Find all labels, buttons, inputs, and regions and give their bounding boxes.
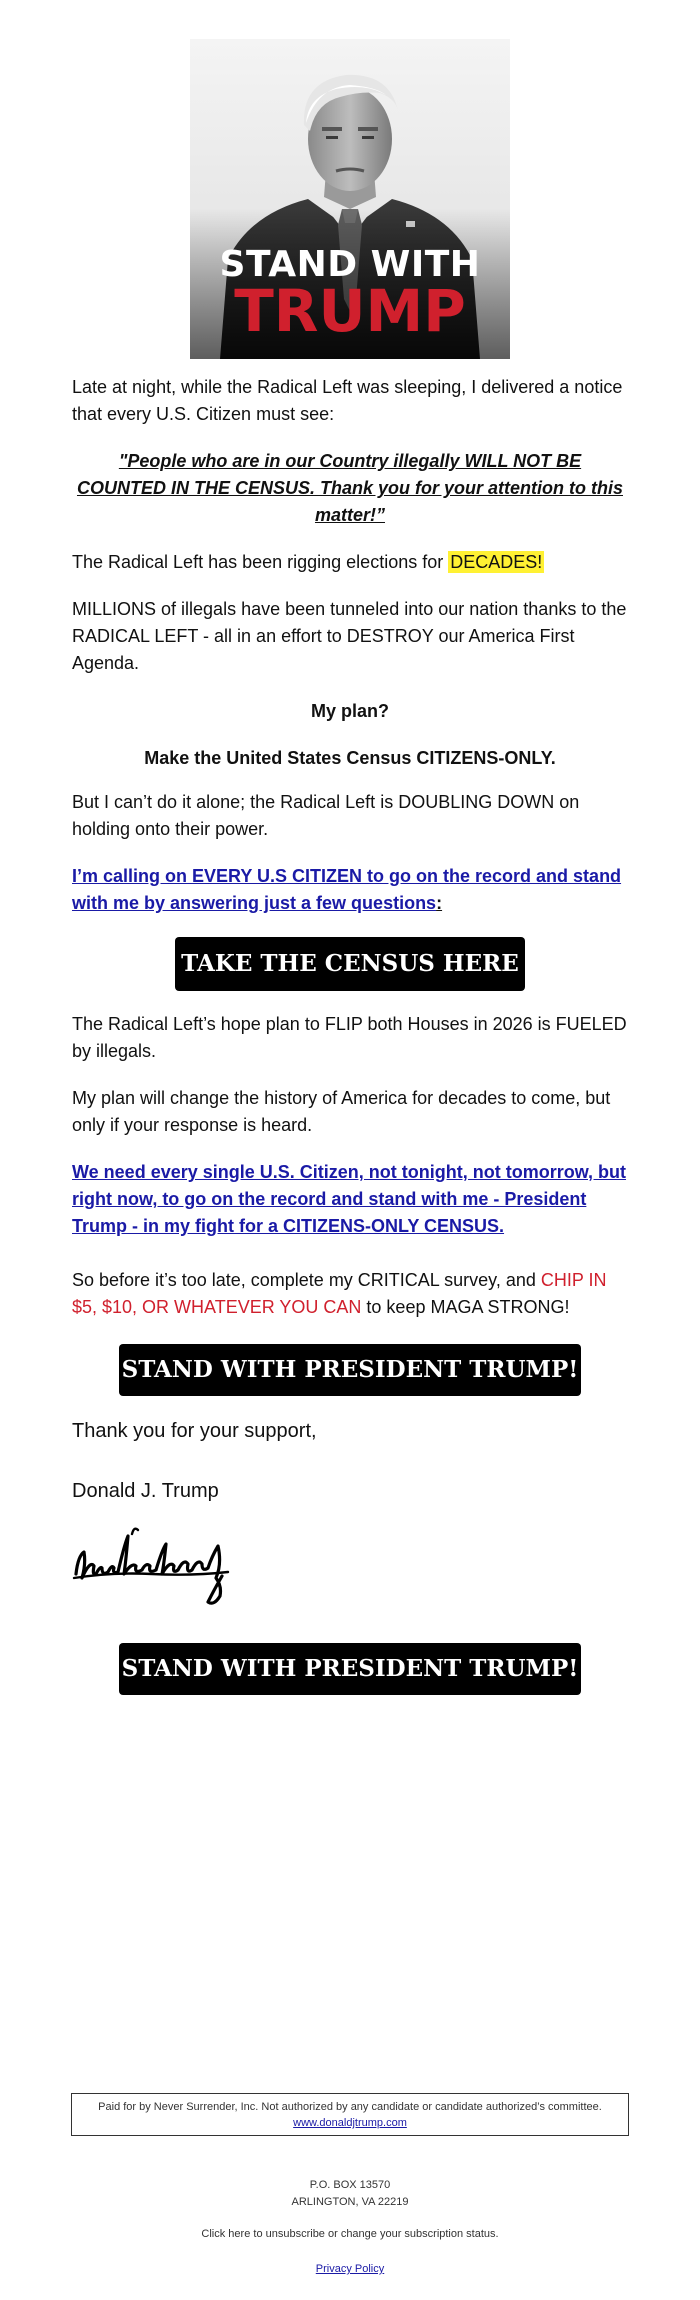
privacy-policy-link[interactable]: Privacy Policy: [315, 2263, 385, 2275]
need-paragraph: [72, 1159, 628, 1240]
before-text: So before it’s too late, complete my CRITICAL survey, and: [72, 1270, 541, 1290]
city-state-zip: ARLINGTON, VA 22219: [291, 2196, 409, 2208]
unsubscribe-link[interactable]: Click here to unsubscribe or change your subscription status.: [201, 2228, 499, 2240]
signoff-name: Donald J. Trump: [72, 1480, 219, 1502]
alone-paragraph: But I can’t do it alone; the Radical Left is DOUBLING DOWN on holding onto their power.: [72, 792, 580, 839]
need-link[interactable]: We need every single U.S. Citizen, not tonight, not tomorrow, but right now, to go on the record and stand with me - President Trump - in my fight for a CITIZENS-ONLY CENSUS.: [72, 1162, 627, 1236]
flip-paragraph: The Radical Left’s hope plan to FLIP both Houses in 2026 is FUELED by illegals.: [72, 1014, 627, 1061]
millions-paragraph: MILLIONS of illegals have been tunneled into our nation thanks to the RADICAL LEFT - all in an effort to DESTROY our America First Agenda.: [72, 599, 627, 673]
plan-answer: Make the United States Census CITIZENS-ONLY.: [144, 748, 556, 768]
rigging-text: The Radical Left has been rigging elections for: [72, 552, 449, 572]
privacy-row: [0, 2261, 700, 2277]
maga-strong-text: to keep MAGA STRONG!: [361, 1297, 570, 1317]
hero-headline-top: STAND WITH: [219, 244, 481, 285]
po-box: P.O. BOX 13570: [309, 2179, 391, 2191]
calling-paragraph: [72, 863, 628, 917]
census-quote: "People who are in our Country illegally WILL NOT BE COUNTED IN THE CENSUS. Thank you for your attention to this matter!”: [76, 451, 623, 525]
mailing-address: [0, 2177, 700, 2211]
disclaimer-text: Paid for by Never Surrender, Inc. Not authorized by any candidate or candidate authorized’s committee.: [98, 2101, 602, 2113]
website-link[interactable]: www.donaldjtrump.com: [293, 2117, 407, 2129]
plan-question: My plan?: [310, 701, 389, 721]
take-census-button[interactable]: TAKE THE CENSUS HERE: [175, 937, 525, 991]
calling-colon: :: [436, 893, 443, 913]
hero-image[interactable]: [190, 39, 510, 359]
calling-link[interactable]: I’m calling on EVERY U.S CITIZEN to go on the record and stand with me by answering just a few questions: [72, 866, 622, 913]
signature-image: [72, 1516, 232, 1608]
email-content: [72, 39, 628, 1695]
before-paragraph: [72, 1267, 628, 1321]
decades-highlight: DECADES!: [450, 552, 543, 572]
rigging-paragraph: [72, 549, 628, 576]
change-paragraph: My plan will change the history of America for decades to come, but only if your response is heard.: [72, 1088, 611, 1135]
stand-with-trump-button-bottom[interactable]: STAND WITH PRESIDENT TRUMP!: [119, 1643, 581, 1695]
disclaimer-box: [71, 2093, 629, 2136]
stand-with-trump-button[interactable]: STAND WITH PRESIDENT TRUMP!: [119, 1344, 581, 1396]
intro-paragraph: Late at night, while the Radical Left was sleeping, I delivered a notice that every U.S. Citizen must see:: [72, 377, 623, 424]
thanks-text: Thank you for your support,: [72, 1420, 317, 1442]
hero-headline-name: TRUMP: [234, 277, 466, 345]
chip-in-text[interactable]: CHIP IN $5, $10, OR WHATEVER YOU CAN: [72, 1270, 607, 1317]
